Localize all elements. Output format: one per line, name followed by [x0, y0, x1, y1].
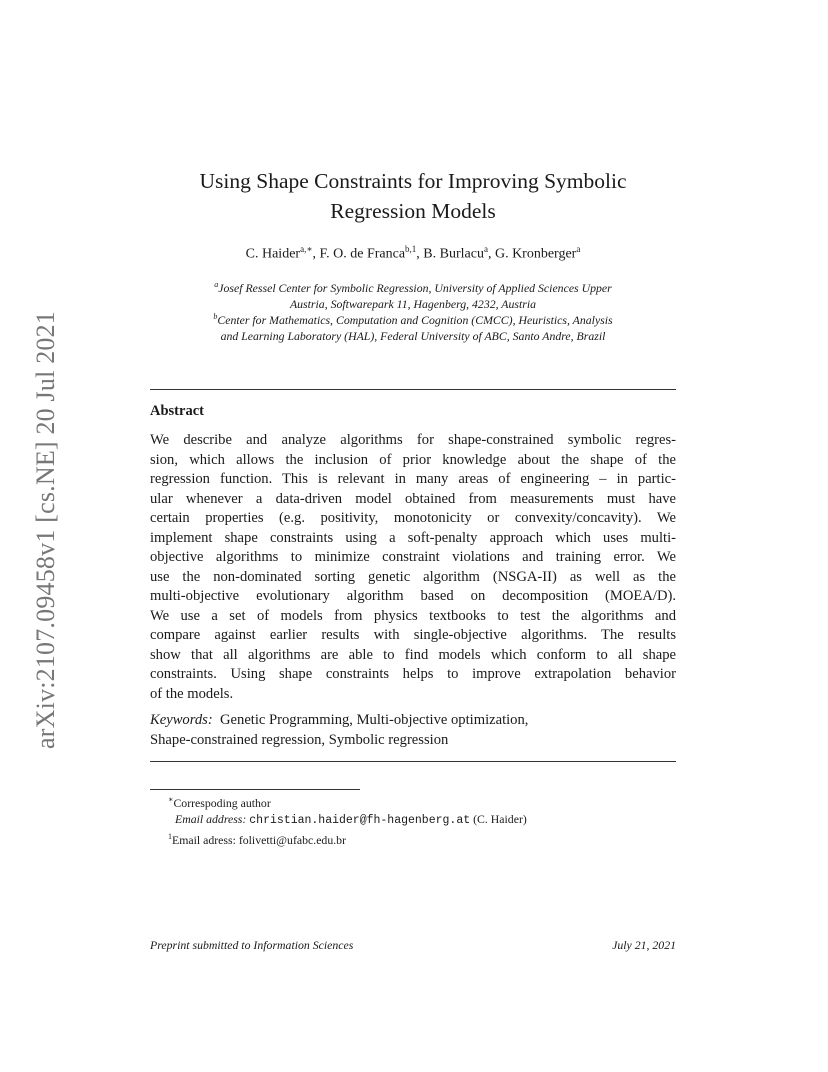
author-name: F. O. de Franca: [319, 246, 406, 262]
abstract-line: show that all algorithms are able to find models which conform to all shape: [150, 646, 676, 663]
author-name: B. Burlacu: [423, 246, 484, 262]
affiliation-line: Austria, Softwarepark 11, Hagenberg, 4232, Austria: [289, 296, 537, 311]
keywords-line: Genetic Programming, Multi-objective optimization,: [220, 712, 529, 728]
abstract-line: constraints. Using shape constraints helps to improve extrapolation behavior: [150, 666, 676, 682]
keywords: [150, 710, 676, 750]
affiliation-b: [150, 309, 676, 344]
abstract-line: compare against earlier results with single-objective algorithms. The results: [150, 627, 676, 643]
abstract-top-rule: [150, 389, 676, 390]
abstract-line: We describe and analyze algorithms for shape-constrained symbolic regres-: [150, 432, 676, 448]
abstract-line: objective algorithms to minimize constraint violations and training error. We: [150, 549, 676, 565]
email-address: christian.haider@fh-hagenberg.at: [249, 813, 471, 827]
preprint-note: Preprint submitted to Information Sciences: [150, 938, 354, 952]
abstract-line: use the non-dominated sorting genetic algorithm (NSGA-II) as well as the: [150, 568, 676, 585]
footnote-rule: [150, 789, 360, 790]
abstract-line: We use a set of models from physics textbooks to test the algorithms and: [150, 607, 676, 624]
paper-title: [150, 166, 676, 226]
abstract-line: of the models.: [150, 685, 234, 702]
keywords-line: Shape-constrained regression, Symbolic regression: [150, 732, 449, 748]
affiliation-a: [150, 277, 676, 312]
footnote-mark: 1: [168, 831, 172, 841]
affiliation-mark: b: [213, 312, 218, 321]
affiliation-line: Center for Mathematics, Computation and Cognition (CMCC), Heuristics, Analysis: [217, 312, 613, 327]
author-name: G. Kronberger: [494, 246, 577, 262]
author-name: C. Haider: [245, 246, 301, 262]
abstract-line: certain properties (e.g. positivity, monotonicity or convexity/concavity). We: [150, 510, 676, 526]
keywords-label: Keywords:: [150, 712, 213, 728]
author-list: C. Haider$^{a,∗}$, F. O. de Franca$^{b,1}$, B. Burlacu$^a$, G. Kronberger$^a$: [245, 244, 581, 262]
affiliation-mark: a: [214, 280, 219, 289]
abstract-line: ular whenever a data-driven model obtained from measurements must have: [150, 490, 676, 507]
author-affiliation-mark: a: [483, 244, 488, 254]
abstract-line: multi-objective evolutionary algorithm based on decomposition (MOEA/D).: [150, 588, 676, 604]
abstract-line: regression function. This is relevant in many areas of engineering – in partic-: [150, 471, 676, 487]
abstract-line: sion, which allows the inclusion of prior knowledge about the shape of the: [150, 451, 676, 468]
affiliation-line: and Learning Laboratory (HAL), Federal University of ABC, Santo Andre, Brazil: [220, 328, 606, 343]
author-affiliation-mark: b,1: [405, 244, 417, 254]
footnote-mark: ∗: [168, 795, 174, 804]
date: July 21, 2021: [612, 938, 676, 952]
title-line-2: Regression Models: [330, 199, 496, 223]
affiliation-line: Josef Ressel Center for Symbolic Regression, University of Applied Sciences Upper: [218, 280, 612, 295]
email-owner: (C. Haider): [473, 811, 527, 826]
email-label: Email address:: [175, 811, 247, 826]
abstract-text: [150, 431, 676, 704]
author-affiliation-mark: a,∗: [300, 244, 313, 254]
footnotes: [150, 792, 676, 848]
author-affiliation-mark: a: [576, 244, 581, 254]
arxiv-identifier: arXiv:2107.09458v1 [cs.NE] 20 Jul 2021: [31, 311, 60, 749]
abstract-heading: Abstract: [150, 403, 204, 419]
abstract-line: implement shape constraints using a soft-penalty approach which uses multi-: [150, 529, 676, 546]
title-line-1: Using Shape Constraints for Improving Symbolic: [199, 169, 627, 193]
abstract-bottom-rule: [150, 761, 676, 762]
corresponding-author-note: Correspoding author: [173, 795, 271, 810]
footnote-email-note: Email adress: folivetti@ufabc.edu.br: [172, 832, 346, 847]
